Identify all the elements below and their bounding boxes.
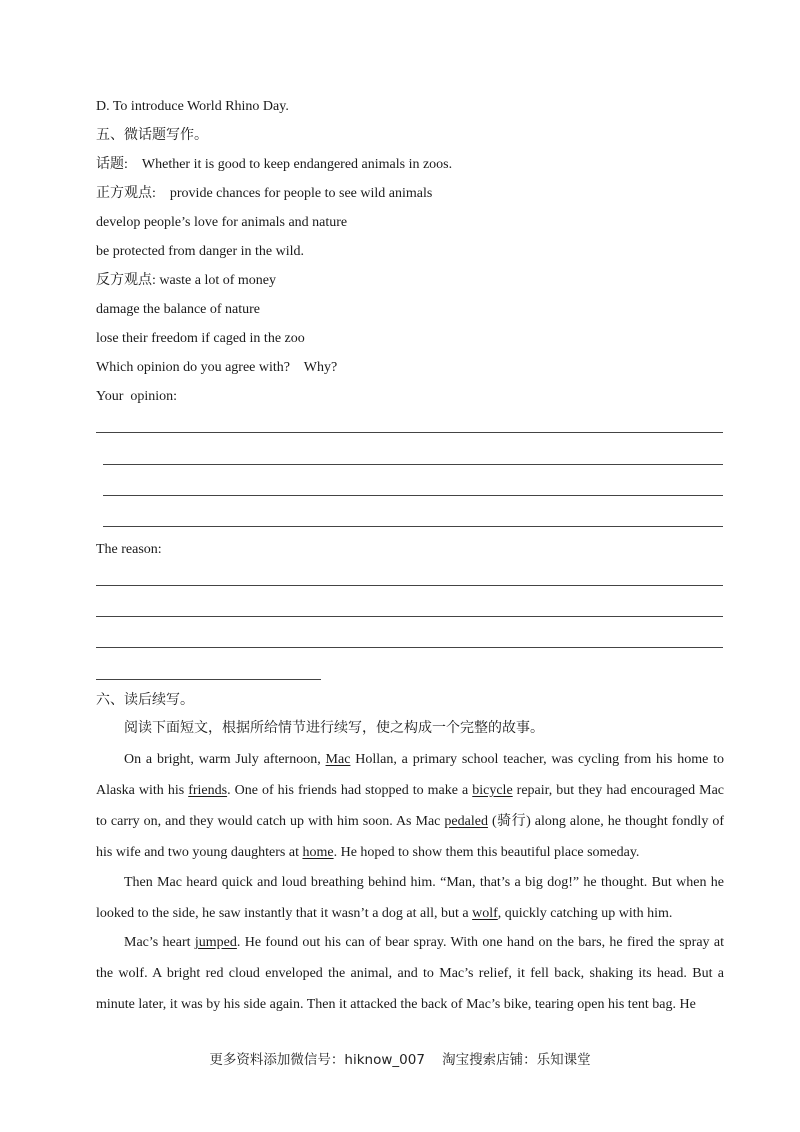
story-text: Hollan, a primary school teacher, was cycling from his home to Alaska with his	[96, 752, 725, 798]
opinion-answer-line[interactable]	[103, 464, 723, 465]
reason-answer-line[interactable]	[96, 585, 723, 586]
con-point: waste a lot of money	[159, 273, 277, 288]
story-text: , quickly catching up with him.	[497, 906, 673, 921]
pro-point: provide chances for people to see wild animals	[169, 186, 433, 201]
section6-instruction: 阅读下面短文，根据所给情节进行续写，使之构成一个完整的故事。	[124, 721, 544, 736]
underlined-word: pedaled	[444, 814, 488, 829]
opinion-answer-line[interactable]	[103, 495, 723, 496]
story-paragraph-2	[96, 867, 724, 929]
topic-label: 话题:	[96, 157, 128, 172]
story-text: . He hoped to show them this beautiful place someday.	[333, 845, 640, 860]
underlined-word: friends	[188, 783, 228, 798]
con-line	[96, 272, 276, 290]
pro-point: develop people’s love for animals and nature	[96, 215, 348, 230]
topic-text: Whether it is good to keep endangered animals in zoos.	[141, 157, 453, 172]
con-point: lose their freedom if caged in the zoo	[96, 331, 305, 346]
reason-answer-line[interactable]	[96, 616, 723, 617]
question: Which opinion do you agree with? Why?	[96, 360, 338, 375]
story-paragraph-1	[96, 744, 724, 868]
story-text: repair, but they had encouraged Mac to carry on, and they would catch up with him soon. As Mac	[96, 783, 724, 829]
opinion-answer-line[interactable]	[103, 526, 723, 527]
underlined-word: bicycle	[472, 783, 513, 798]
underlined-word: Mac	[325, 752, 351, 767]
reason-label: The reason:	[96, 542, 162, 557]
page-footer: 更多资料添加微信号：hiknow_007 淘宝搜索店铺：乐知课堂	[209, 1052, 591, 1068]
pro-point: be protected from danger in the wild.	[96, 244, 304, 259]
underlined-word: home	[302, 845, 334, 860]
opinion-answer-line[interactable]	[96, 432, 723, 433]
section5-heading: 五、微话题写作。	[96, 128, 208, 143]
topic-line	[96, 156, 452, 174]
story-text: Mac’s heart	[124, 935, 195, 950]
opinion-label: Your opinion:	[96, 389, 178, 404]
story-paragraph-3	[96, 927, 724, 1020]
story-text: . He found out his can of bear spray. With one hand on the bars, he fired the spray at the wolf. A bright red cloud enveloped the animal, and to Mac’s relief, it fell back, shaking its head. But a minute later, it was by his side again. Then it attacked the back of Mac’s bike, tearing open his tent bag. He	[96, 935, 724, 1012]
story-text: On a bright, warm July afternoon,	[124, 752, 326, 767]
con-label: 反方观点:	[96, 273, 156, 288]
con-point: damage the balance of nature	[96, 302, 261, 317]
reason-answer-line[interactable]	[96, 647, 723, 648]
story-text: (骑行) along alone, he thought fondly of his wife and two young daughters at	[96, 814, 724, 860]
reason-answer-line[interactable]	[96, 679, 321, 680]
underlined-word: jumped	[194, 935, 237, 950]
pro-line	[96, 185, 432, 203]
underlined-word: wolf	[472, 906, 498, 921]
story-text: . One of his friends had stopped to make a	[227, 783, 473, 798]
pro-label: 正方观点:	[96, 186, 156, 201]
story-text: Then Mac heard quick and loud breathing behind him. “Man, that’s a big dog!” he thought. But when he looked to the side, he saw instantly that it wasn’t a dog at all, but a	[96, 875, 724, 921]
section6-heading: 六、读后续写。	[96, 693, 194, 708]
previous-question-option: D. To introduce World Rhino Day.	[96, 99, 289, 114]
